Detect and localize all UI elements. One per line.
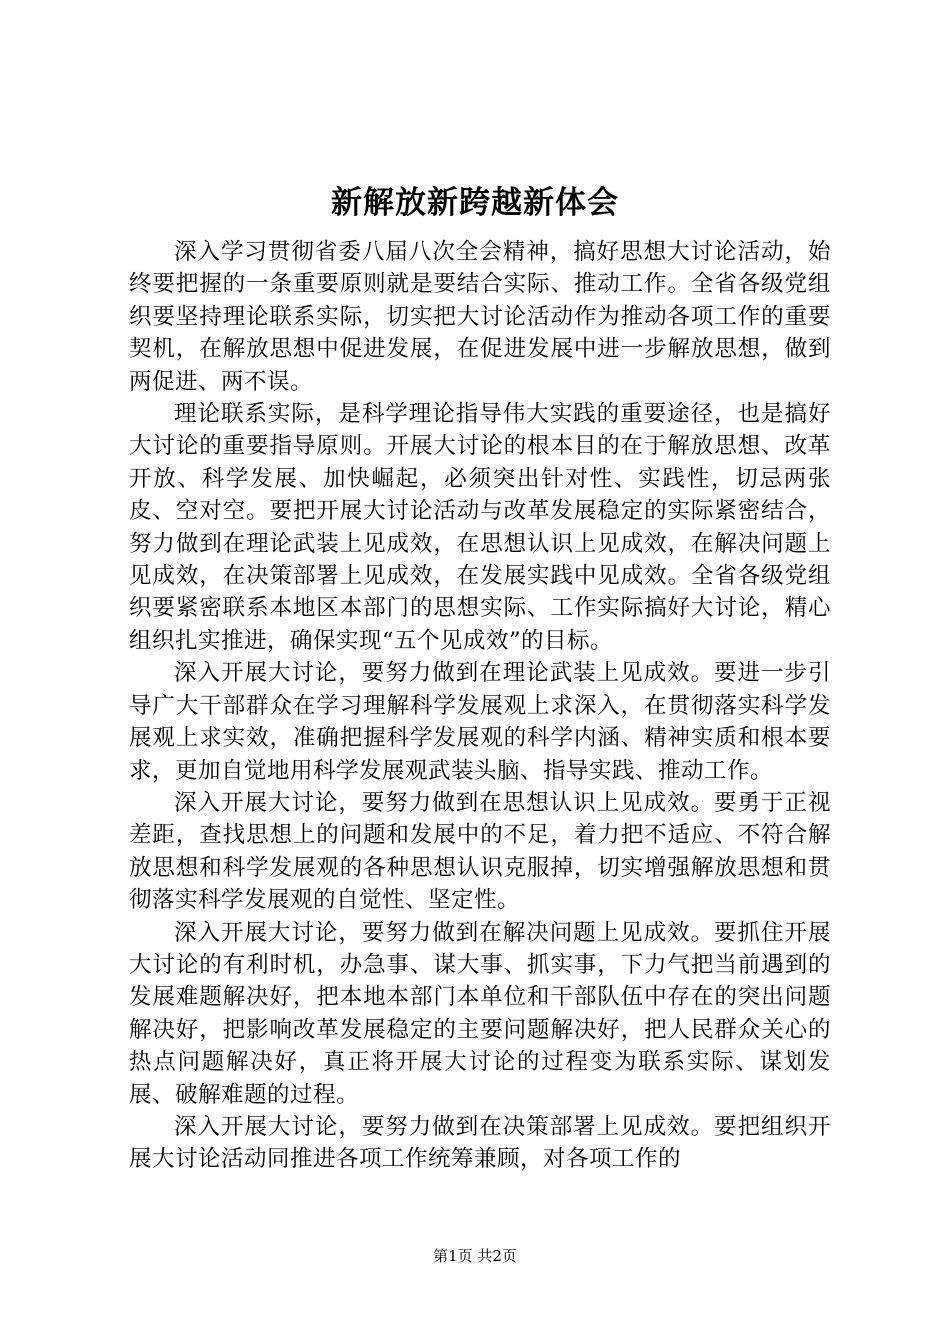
paragraph-5: 深入开展大讨论，要努力做到在解决问题上见成效。要抓住开展大讨论的有利时机，办急事、谋大事、抓实事，下力气把当前遇到的发展难题解决好，把本地本部门本单位和干部队伍中存在的突出问题解决好，把影响改革发展稳定的主要问题解决好，把人民群众关心的热点问题解决好，真正将开展大讨论的过程变为联系实际、谋划发展、破解难题的过程。 [129, 919, 831, 1108]
paragraph-3: 深入开展大讨论，要努力做到在理论武装上见成效。要进一步引导广大干部群众在学习理解科学发展观上求深入，在贯彻落实科学发展观上求实效，准确把握科学发展观的科学内涵、精神实质和根本要求，更加自觉地用科学发展观武装头脑、指导实践、推动工作。 [129, 660, 831, 784]
page-number-footer: 第1页 共2页 [433, 1247, 517, 1265]
paragraph-6: 深入开展大讨论，要努力做到在决策部署上见成效。要把组织开展大讨论活动同推进各项工作统筹兼顾，对各项工作的 [129, 1113, 831, 1173]
paragraph-1: 深入学习贯彻省委八届八次全会精神，搞好思想大讨论活动，始终要把握的一条重要原则就是要结合实际、推动工作。全省各级党组织要坚持理论联系实际，切实把大讨论活动作为推动各项工作的重要契机，在解放思想中促进发展，在促进发展中进一步解放思想，做到两促进、两不误。 [129, 239, 831, 395]
document-body [129, 236, 831, 1176]
paragraph-2: 理论联系实际，是科学理论指导伟大实践的重要途径，也是搞好大讨论的重要指导原则。开展大讨论的根本目的在于解放思想、改革开放、科学发展、加快崛起，必须突出针对性、实践性，切忌两张皮、空对空。要把开展大讨论活动与改革发展稳定的实际紧密结合，努力做到在理论武装上见成效，在思想认识上见成效，在解决问题上见成效，在决策部署上见成效，在发展实践中见成效。全省各级党组织要紧密联系本地区本部门的思想实际、工作实际搞好大讨论，精心组织扎实推进，确保实现“五个见成效”的目标。 [129, 401, 831, 654]
document-title: 新解放新跨越新体会 [331, 184, 619, 221]
paragraph-4: 深入开展大讨论，要努力做到在思想认识上见成效。要勇于正视差距，查找思想上的问题和发展中的不足，着力把不适应、不符合解放思想和科学发展观的各种思想认识克服掉，切实增强解放思想和贯彻落实科学发展观的自觉性、坚定性。 [129, 789, 831, 914]
